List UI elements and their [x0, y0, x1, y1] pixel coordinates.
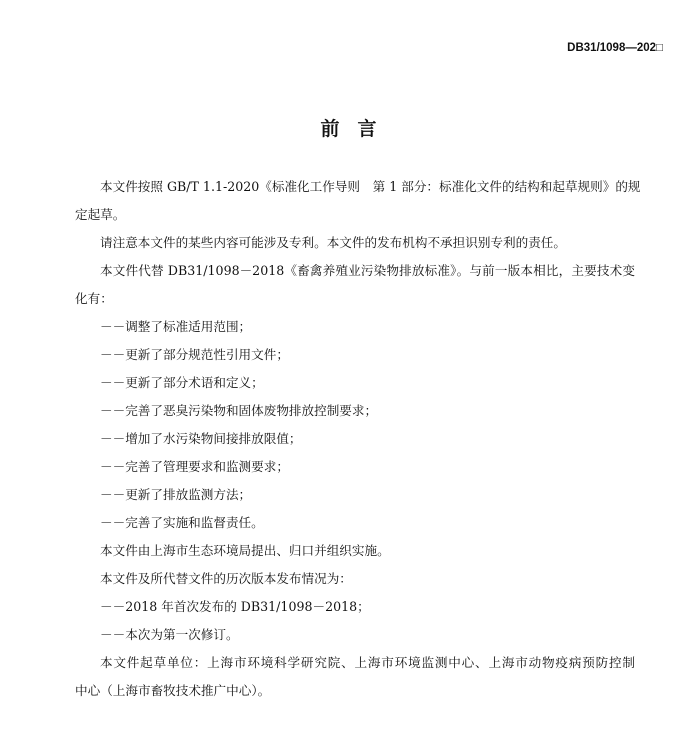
paragraph-drafting-units-line1: 本文件起草单位：上海市环境科学研究院、上海市环境监测中心、上海市动物疫病预防控制	[100, 655, 635, 670]
page-title: 前言	[320, 118, 395, 140]
paragraph-patent-notice: 请注意本文件的某些内容可能涉及专利。本文件的发布机构不承担识别专利的责任。	[100, 235, 566, 250]
change-list-item: －－完善了恶臭污染物和固体废物排放控制要求；	[100, 403, 378, 418]
history-list-item: －－2018 年首次发布的 DB31/1098－2018；	[100, 599, 370, 614]
paragraph-standard-basis-line1: 本文件按照 GB/T 1.1-2020《标准化工作导则 第 1 部分：标准化文件的结构和起草规则》的规	[100, 179, 641, 194]
paragraph-replaces-line1: 本文件代替 DB31/1098－2018《畜禽养殖业污染物排放标准》。与前一版本相比，主要技术变	[100, 263, 635, 278]
change-list-item: －－完善了管理要求和监测要求；	[100, 459, 289, 474]
document-code: DB31/1098—202□	[567, 42, 663, 54]
paragraph-history-intro: 本文件及所代替文件的历次版本发布情况为：	[100, 571, 352, 586]
paragraph-replaces-line2: 化有：	[75, 291, 113, 306]
change-list-item: －－调整了标准适用范围；	[100, 319, 252, 334]
paragraph-drafting-units-line2: 中心（上海市畜牧技术推广中心）。	[75, 683, 271, 698]
change-list-item: －－更新了排放监测方法；	[100, 487, 252, 502]
paragraph-standard-basis-line2: 定起草。	[75, 207, 126, 222]
change-list-item: －－更新了部分术语和定义；	[100, 375, 264, 390]
change-list-item: －－增加了水污染物间接排放限值；	[100, 431, 302, 446]
history-list-item: －－本次为第一次修订。	[100, 627, 239, 642]
paragraph-proposed-by: 本文件由上海市生态环境局提出、归口并组织实施。	[100, 543, 390, 558]
change-list-item: －－更新了部分规范性引用文件；	[100, 347, 289, 362]
change-list-item: －－完善了实施和监督责任。	[100, 515, 264, 530]
